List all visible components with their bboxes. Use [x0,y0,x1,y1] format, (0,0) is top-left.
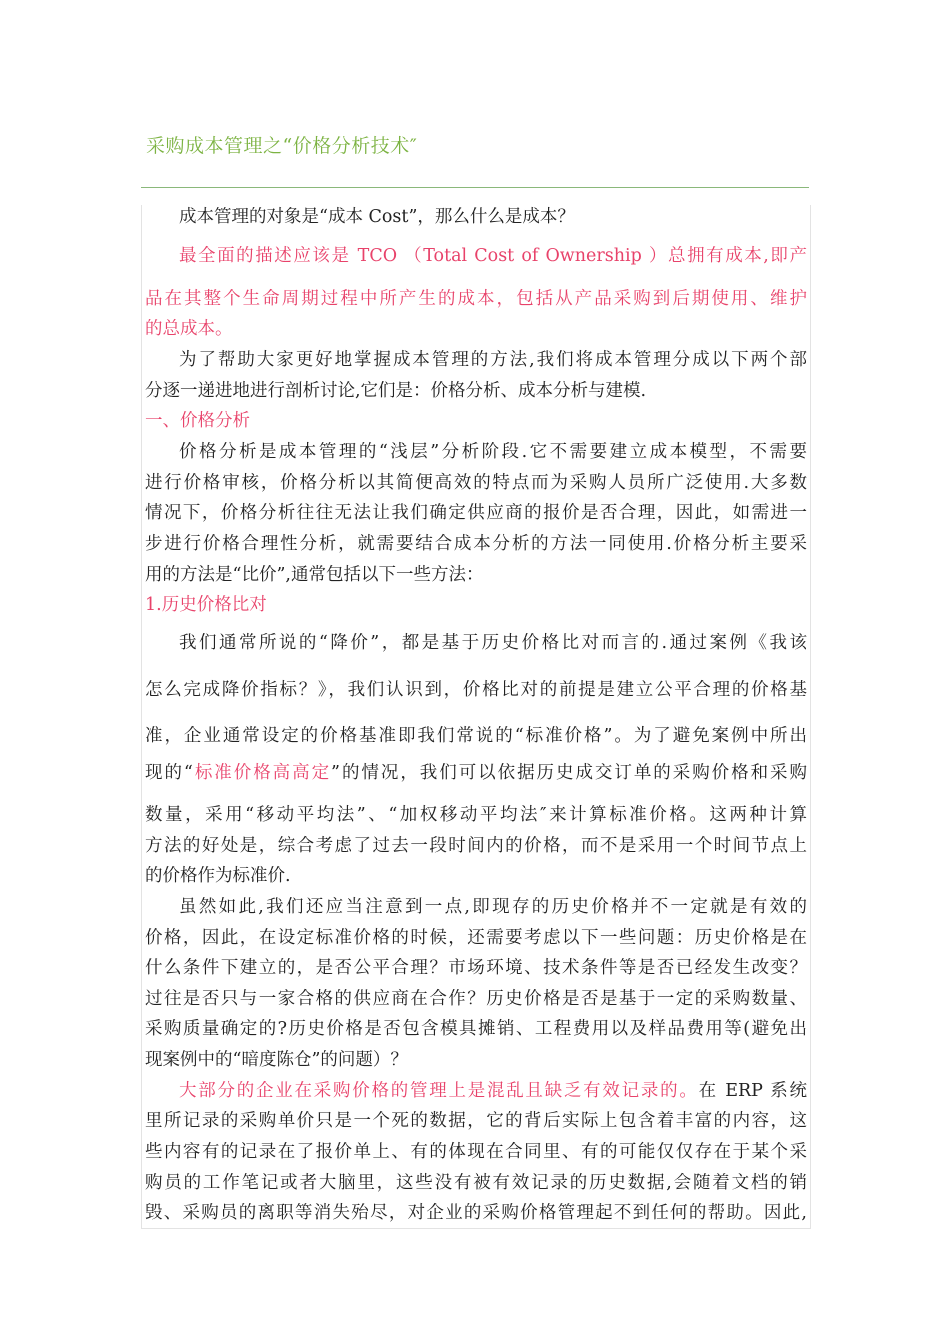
paragraph-line: 价格分析是成本管理的“浅层”分析阶段.它不需要建立成本模型，不需要 [179,442,807,462]
paragraph-line: 成本管理的对象是“成本 Cost”，那么什么是成本？ [179,207,575,227]
paragraph-line: 方法的好处是，综合考虑了过去一段时间内的价格，而不是采用一个时间节点上 [145,836,807,856]
section-heading: 一、价格分析 [145,411,250,431]
paragraph-line: 购员的工作笔记或者大脑里，这些没有被有效记录的历史数据,会随着文档的销 [145,1173,807,1193]
paragraph-line-highlight: 最全面的描述应该是 TCO （Total Cost of Ownership ）总拥有成本,即产 [179,246,807,266]
paragraph-line: 为了帮助大家更好地掌握成本管理的方法,我们将成本管理分成以下两个部 [179,350,807,370]
text-run: 现的“ [145,763,193,783]
paragraph-line: 怎么完成降价指标？》，我们认识到，价格比对的前提是建立公平合理的价格基 [145,680,807,700]
paragraph-line: 步进行价格合理性分析，就需要结合成本分析的方法一同使用.价格分析主要采 [145,534,807,554]
paragraph-line-highlight: 品在其整个生命周期过程中所产生的成本，包括从产品采购到后期使用、维护 [145,289,807,309]
paragraph-line-mixed [179,1079,807,1103]
paragraph-line: 里所记录的采购单价只是一个死的数据，它的背后实际上包含着丰富的内容，这 [145,1111,807,1131]
paragraph-line: 用的方法是“比价”,通常包括以下一些方法： [145,565,484,585]
article-title: 采购成本管理之“价格分析技术″ [146,135,418,157]
paragraph-line: 进行价格审核，价格分析以其简便高效的特点而为采购人员所广泛使用.大多数 [145,473,807,493]
paragraph-line: 情况下，价格分析往往无法让我们确定供应商的报价是否合理，因此，如需进一 [145,503,807,523]
paragraph-line: 的价格作为标准价. [145,866,291,886]
paragraph-line: 些内容有的记录在了报价单上、有的体现在合同里、有的可能仅仅存在于某个采 [145,1142,807,1162]
paragraph-line: 采购质量确定的?历史价格是否包含模具摊销、工程费用以及样品费用等(避免出 [145,1019,807,1039]
highlight-text: 标准价格高高定 [192,763,332,783]
paragraph-line: 过往是否只与一家合格的供应商在合作？历史价格是否是基于一定的采购数量、 [145,989,807,1009]
paragraph-line-highlight: 的总成本。 [145,319,233,339]
highlight-text: 大部分的企业在采购价格的管理上是混乱且缺乏有效记录的。 [179,1081,699,1101]
text-run: ”的情况，我们可以依据历史成交订单的采购价格和采购 [331,763,807,783]
paragraph-line: 什么条件下建立的，是否公平合理？市场环境、技术条件等是否已经发生改变？ [145,958,807,978]
text-run: 在 ERP 系统 [698,1081,807,1101]
paragraph-line: 毁、采购员的离职等消失殆尽，对企业的采购价格管理起不到任何的帮助。因此, [145,1203,807,1223]
subsection-heading: 1.历史价格比对 [145,595,267,615]
paragraph-line: 我们通常所说的“降价”，都是基于历史价格比对而言的.通过案例《我该 [179,633,807,653]
title-divider [141,187,809,188]
paragraph-line: 价格，因此，在设定标准价格的时候，还需要考虑以下一些问题：历史价格是在 [145,928,807,948]
paragraph-line: 现案例中的“暗度陈仓”的问题）？ [145,1050,408,1070]
paragraph-line: 虽然如此,我们还应当注意到一点,即现存的历史价格并不一定就是有效的 [179,897,807,917]
paragraph-line-mixed [145,761,807,785]
paragraph-line: 数量，采用“移动平均法”、“加权移动平均法″来计算标准价格。这两种计算 [145,805,807,825]
paragraph-line: 准，企业通常设定的价格基准即我们常说的“标准价格”。为了避免案例中所出 [145,726,807,746]
paragraph-line: 分逐一递进地进行剖析讨论,它们是：价格分析、成本分析与建模. [145,381,647,401]
